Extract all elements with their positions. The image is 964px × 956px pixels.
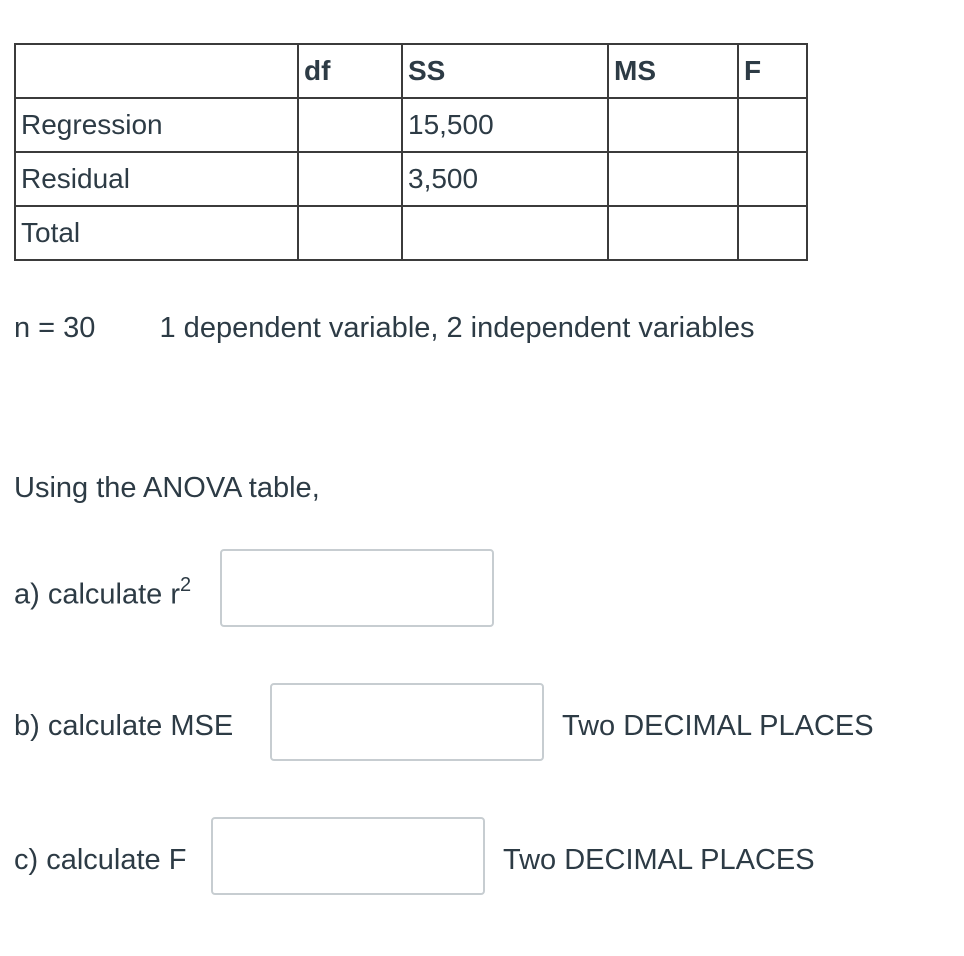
sample-size-text: n = 30 xyxy=(14,312,96,344)
header-cell-ms: MS xyxy=(608,44,738,98)
row-label-regression: Regression xyxy=(15,98,298,152)
answer-b-input[interactable] xyxy=(270,683,544,761)
cell-df xyxy=(298,206,402,260)
header-cell-f: F xyxy=(738,44,807,98)
table-row xyxy=(15,206,807,260)
cell-ss xyxy=(402,206,608,260)
table-row xyxy=(15,152,807,206)
cell-ss: 3,500 xyxy=(402,152,608,206)
cell-f xyxy=(738,206,807,260)
question-a-label xyxy=(14,576,191,612)
cell-f xyxy=(738,152,807,206)
cell-df xyxy=(298,152,402,206)
header-cell-df: df xyxy=(298,44,402,98)
table-row xyxy=(15,98,807,152)
cell-ms xyxy=(608,206,738,260)
problem-info xyxy=(14,312,754,345)
question-b-label: b) calculate MSE xyxy=(14,710,234,742)
cell-df xyxy=(298,98,402,152)
table-header-row xyxy=(15,44,807,98)
row-label-residual: Residual xyxy=(15,152,298,206)
question-c-note: Two DECIMAL PLACES xyxy=(503,844,815,876)
instructions-text: Using the ANOVA table, xyxy=(14,472,320,504)
cell-f xyxy=(738,98,807,152)
variables-text: 1 dependent variable, 2 independent variables xyxy=(159,312,755,344)
header-cell-empty xyxy=(15,44,298,98)
row-label-total: Total xyxy=(15,206,298,260)
superscript-2: 2 xyxy=(180,574,192,596)
anova-table xyxy=(14,43,808,261)
cell-ss: 15,500 xyxy=(402,98,608,152)
cell-ms xyxy=(608,152,738,206)
header-cell-ss: SS xyxy=(402,44,608,98)
cell-ms xyxy=(608,98,738,152)
question-c-label: c) calculate F xyxy=(14,844,187,876)
answer-a-input[interactable] xyxy=(220,549,494,627)
question-b-note: Two DECIMAL PLACES xyxy=(562,710,874,742)
answer-c-input[interactable] xyxy=(211,817,485,895)
question-a-text: a) calculate r xyxy=(14,578,181,611)
